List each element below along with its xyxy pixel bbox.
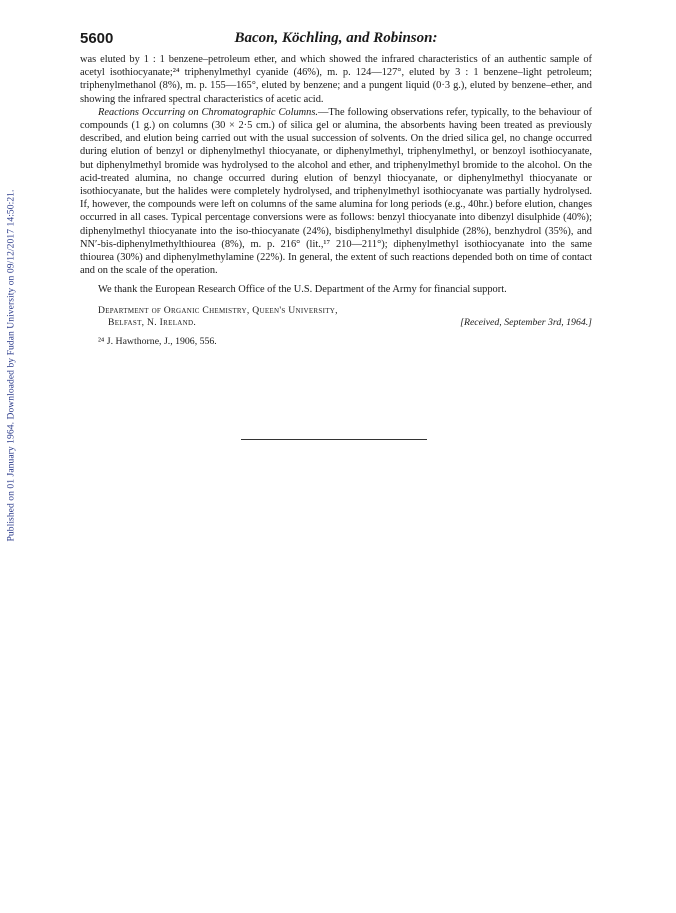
- paragraph-reactions: [80, 106, 592, 278]
- received-date: [Received, September 3rd, 1964.]: [460, 317, 592, 329]
- affiliation-line-2: Belfast, N. Ireland.: [108, 317, 197, 329]
- download-stamp-text: Published on 01 January 1964. Downloaded by Fudan University on 09/12/2017 14:50:21.: [5, 189, 17, 541]
- page-number: 5600: [80, 30, 114, 47]
- acknowledgement: We thank the European Research Office of the U.S. Department of the Army for financial support.: [98, 284, 507, 296]
- section-title: Reactions Occurring on Chromatographic Columns.: [98, 106, 319, 118]
- page-header: [80, 30, 592, 50]
- article-body: [80, 53, 592, 348]
- footnote: ²⁴ J. Hawthorne, J., 1906, 556.: [98, 335, 217, 347]
- affiliation-block: [98, 305, 592, 330]
- paragraph-continuation: was eluted by 1 : 1 benzene–petroleum ether, and which showed the infrared characteristics of an authentic sample of acetyl isothiocyanate;²⁴ triphenylmethyl cyanide (46%), m. p. 124—127°, eluted by 3 : 1 benzene–light petroleum; triphenylmethanol (8%), m. p. 155—165°, eluted by benzene; and a pungent liquid (0·3 g.), eluted by benzene–ether, and showing the infrared spectral characteristics of acetic acid.: [80, 54, 592, 105]
- paragraph-reactions-text: —The following observations refer, typically, to the behaviour of compounds (1 g.) on columns (30 × 2·5 cm.) of silica gel or alumina, the absorbents having been treated as previously described, and elution being carried out with the usual succession of solvents. On the dried silica gel, no change occurred during elution of benzyl or diphenylmethyl thiocyanate, or diphenylmethyl, triphenylmethyl, or benzoyl isothiocyanate, but diphenylmethyl bromide was hydrolysed to the alcohol and ether, and triphenylmethyl bromide to the alcohol. On the acid-treated alumina, no change occurred during elution of benzyl thiocyanate, or diphenylmethyl thiocyanate or isothiocyanate, but the halides were completely hydrolysed, and triphenylmethyl isothiocyanate was partially hydrolysed. If, however, the compounds were left on columns of the same alumina for long periods (e.g., 40hr.) before elution, changes occurred in all cases. Typical percentage conversions were as follows: benzyl thiocyanate into dibenzyl disulphide (40%); diphenylmethyl thiocyanate into the iso-thiocyanate (24%), bisdiphenylmethyl disulphide (28%), benzhydrol (35%), and NN′-bis-diphenylmethylthiourea (8%), m. p. 216° (lit.,¹⁷ 210—211°); diphenylmethyl isothiocyanate into the same thiourea (30%) and diphenylmethylamine (22%). In general, the extent of such reactions depended both on time of contact and on the scale of the operation.: [80, 106, 592, 277]
- running-title: Bacon, Köchling, and Robinson:: [234, 30, 438, 46]
- download-stamp: [0, 150, 22, 580]
- affiliation-line-1: Department of Organic Chemistry, Queen's University,: [98, 304, 338, 316]
- end-rule: [241, 439, 427, 440]
